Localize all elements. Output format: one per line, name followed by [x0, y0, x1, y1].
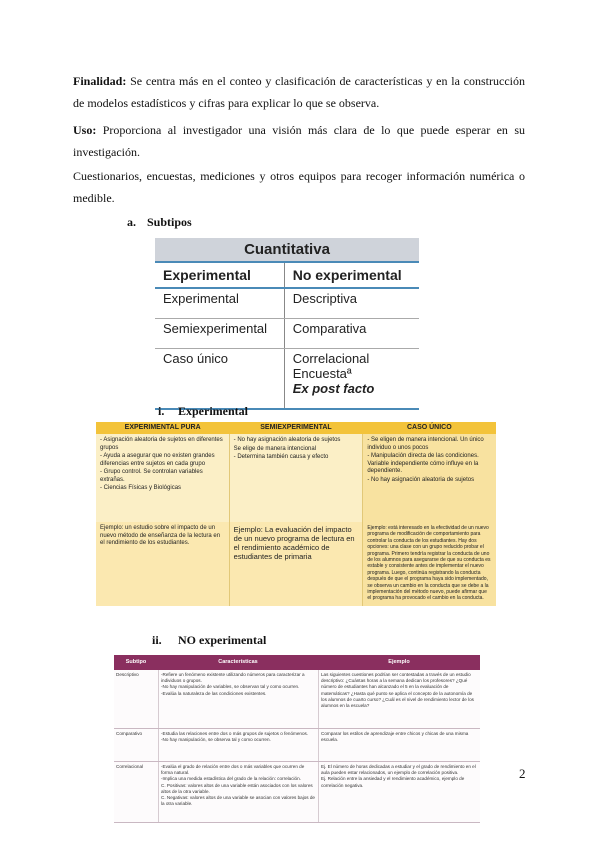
- experimental-label: Experimental: [178, 404, 248, 418]
- caso-feature: - No hay asignación aleatoria de sujetos: [367, 476, 475, 483]
- caract-line: C. Positivas: valores altos de una variable están asociados con los valores altos de la otra variable.: [161, 782, 313, 794]
- cell-caso-example: Ejemplo: está interesado en la efectividad de un nuevo programa de modificación de comportamiento para controlar la conducta de los estudiantes. Hay dos opciones: una clase con un grupo reducido probar el programa. Primero tendría registrar la conducta de uno de los alumnos para asegurarse de que su conducta es estable y consistente antes de implementar el nuevo programa. Luego, continúa registrando la conducta después de que el programa haya sido implementado, se observa un cambio en la conducta que se debe a la implementación del método nuevo, puede afirmar que el programa ha provocado el cambio en la conducta.: [363, 522, 496, 606]
- ejemplo-comparativo: [318, 729, 480, 761]
- ejemplo-correlacional: [318, 762, 480, 822]
- table-row: [114, 670, 480, 729]
- finalidad-label: Finalidad:: [73, 74, 127, 88]
- uso-text: Proporciona al investigador una visión más clara de lo que puede esperar en su investigación.: [73, 123, 525, 159]
- caract-line: C. Negativas: valores altos de una variable se asocian con valores bajos de la otra variable.: [161, 795, 315, 807]
- header-caracteristicas: Características: [218, 659, 258, 665]
- caract-line: -Estudia las relaciones entre dos o más grupos de sujetos o fenómenos.: [161, 731, 309, 736]
- experimental-heading: [158, 404, 248, 419]
- pura-feature: - Ayuda a asegurar que no existen grandes diferencias entre sujetos en cada grupo: [100, 453, 215, 467]
- experimental-table-row: [96, 522, 496, 606]
- table-row: [114, 729, 480, 762]
- cell-comparativa: Comparativa: [284, 319, 419, 349]
- finalidad-text: Se centra más en el conteo y clasificación de características y en la construcción de modelos estadísticos y cifras para explicar lo que se observa.: [73, 74, 525, 110]
- uso-label: Uso:: [73, 123, 97, 137]
- subtipo-correlacional: Correlacional: [116, 764, 144, 769]
- cuantitativa-table: [155, 238, 419, 410]
- ejemplo-line: Ej. Relación entre la ansiedad y el rendimiento académico, ejemplo de correlación negativa.: [321, 776, 465, 788]
- cell-descriptiva: Descriptiva: [284, 288, 419, 319]
- header-subtipo: Subtipo: [125, 659, 147, 665]
- subtipos-number: a.: [127, 215, 136, 229]
- cell-semiexperimental: Semiexperimental: [155, 319, 284, 349]
- header-no-experimental: No experimental: [284, 262, 419, 288]
- pura-feature: - Ciencias Físicas y Biológicas: [100, 485, 182, 491]
- cell-caso-unico: Caso único: [155, 349, 284, 410]
- cell-caso-features: [363, 434, 496, 522]
- caso-feature: - Se eligen de manera intencional. Un único individuo o unos pocos: [367, 437, 484, 451]
- page-number: 2: [519, 766, 526, 781]
- cuantitativa-title: Cuantitativa: [244, 241, 330, 258]
- uso-paragraph: [73, 119, 525, 163]
- cell-pura-features: [96, 434, 230, 522]
- caso-feature: - Manipulación directa de las condiciones. Variable independiente cómo influye en la dependiente.: [367, 453, 479, 474]
- experimental-table: [96, 422, 496, 606]
- semi-feature: - No hay asignación aleatoria de sujetos: [233, 437, 341, 443]
- header-caso-unico: CASO ÚNICO: [406, 424, 452, 431]
- cell-ex-post-facto: Ex post facto: [292, 381, 375, 396]
- pura-feature: - Grupo control. Se controlan variables extrañas.: [100, 469, 203, 483]
- header-semiexperimental: SEMIEXPERIMENTAL: [260, 424, 332, 431]
- caract-line: -Evalúa el grado de relación entre dos o más variables que ocurren de forma natural.: [161, 764, 305, 776]
- noexp-table-header: [114, 655, 480, 670]
- cell-pura-example: Ejemplo: un estudio sobre el impacto de un nuevo método de enseñanza de la lectura en el rendimiento de los estudiantes.: [96, 522, 230, 606]
- cell-correlacional: Correlacional: [292, 351, 370, 366]
- semi-feature: - Determina también causa y efecto: [233, 454, 329, 460]
- cell-semi-features: [230, 434, 364, 522]
- header-experimental: Experimental: [155, 262, 284, 288]
- instrumentos-paragraph: Cuestionarios, encuestas, mediciones y otros equipos para recoger información numérica o medible.: [73, 169, 525, 205]
- subtipos-heading: [127, 215, 192, 230]
- caract-correlacional: [158, 762, 318, 822]
- caract-comparativo: [158, 729, 318, 761]
- ejemplo-line: Ej. El número de horas dedicadas a estudiar y el grado de rendimiento en el aula pueden estar relacionados, un ejemplo de correlación positiva.: [321, 764, 476, 776]
- caract-line: -No hay manipulación, se observa tal y como ocurren.: [161, 737, 271, 743]
- header-ejemplo: Ejemplo: [388, 659, 410, 665]
- subtipos-label: Subtipos: [147, 215, 192, 229]
- caract-line: -No hay manipulación de variables, se observan tal y como ocurren.: [161, 684, 300, 690]
- ejemplo-line: Comparar los estilos de aprendizaje entre chicos y chicas de una misma escuela.: [321, 731, 469, 743]
- cell-experimental: Experimental: [155, 288, 284, 319]
- caract-line: -Evalúa la naturaleza de las condiciones existentes.: [161, 690, 267, 696]
- noexp-label: NO experimental: [178, 633, 267, 647]
- caract-line: -Refiere un fenómeno existente utilizando números para caracterizar a individuos o grupos.: [161, 672, 305, 684]
- cell-no-exp-list: [284, 349, 419, 410]
- subtipo-descriptivo: Descriptivo: [116, 672, 139, 677]
- ejemplo-descriptivo: [318, 670, 480, 728]
- finalidad-paragraph: [73, 70, 525, 114]
- experimental-number: i.: [158, 404, 165, 418]
- header-experimental-pura: EXPERIMENTAL PURA: [124, 424, 201, 431]
- noexp-number: ii.: [152, 633, 162, 647]
- experimental-table-row: [96, 434, 496, 522]
- ejemplo-line: Las siguientes cuestiones podrían ser contestadas a través de un estudio descriptivo: ¿Cuántas horas a la semana dedican los profesores? ¿Qué número de estudiantes han alcanzado el 5 en la evaluación de matemáticas? ¿Hasta qué punto se aplica el concepto de la autonomía de los alumnos de cuarto curso? ¿Cuál es el nivel de rendimiento lector de los alumnos en la escuela?: [321, 672, 474, 709]
- noexp-table: [114, 655, 480, 820]
- cell-semi-example: Ejemplo: La evaluación del impacto de un nuevo programa de lectura en el rendimiento académico de estudiantes de primaria: [230, 522, 364, 606]
- subtipo-comparativo: Comparativo: [116, 731, 143, 736]
- table-row: [114, 762, 480, 823]
- caract-line: -Implica una medida estadística del grado de la relación: correlación.: [161, 776, 301, 782]
- cell-encuesta: Encuestaª: [292, 366, 352, 381]
- semi-feature: Se elige de manera intencional: [233, 445, 317, 452]
- experimental-table-header: [96, 422, 496, 434]
- caract-descriptivo: [158, 670, 318, 728]
- pura-feature: - Asignación aleatoria de sujetos en diferentes grupos: [100, 437, 223, 451]
- noexp-heading: [152, 633, 266, 648]
